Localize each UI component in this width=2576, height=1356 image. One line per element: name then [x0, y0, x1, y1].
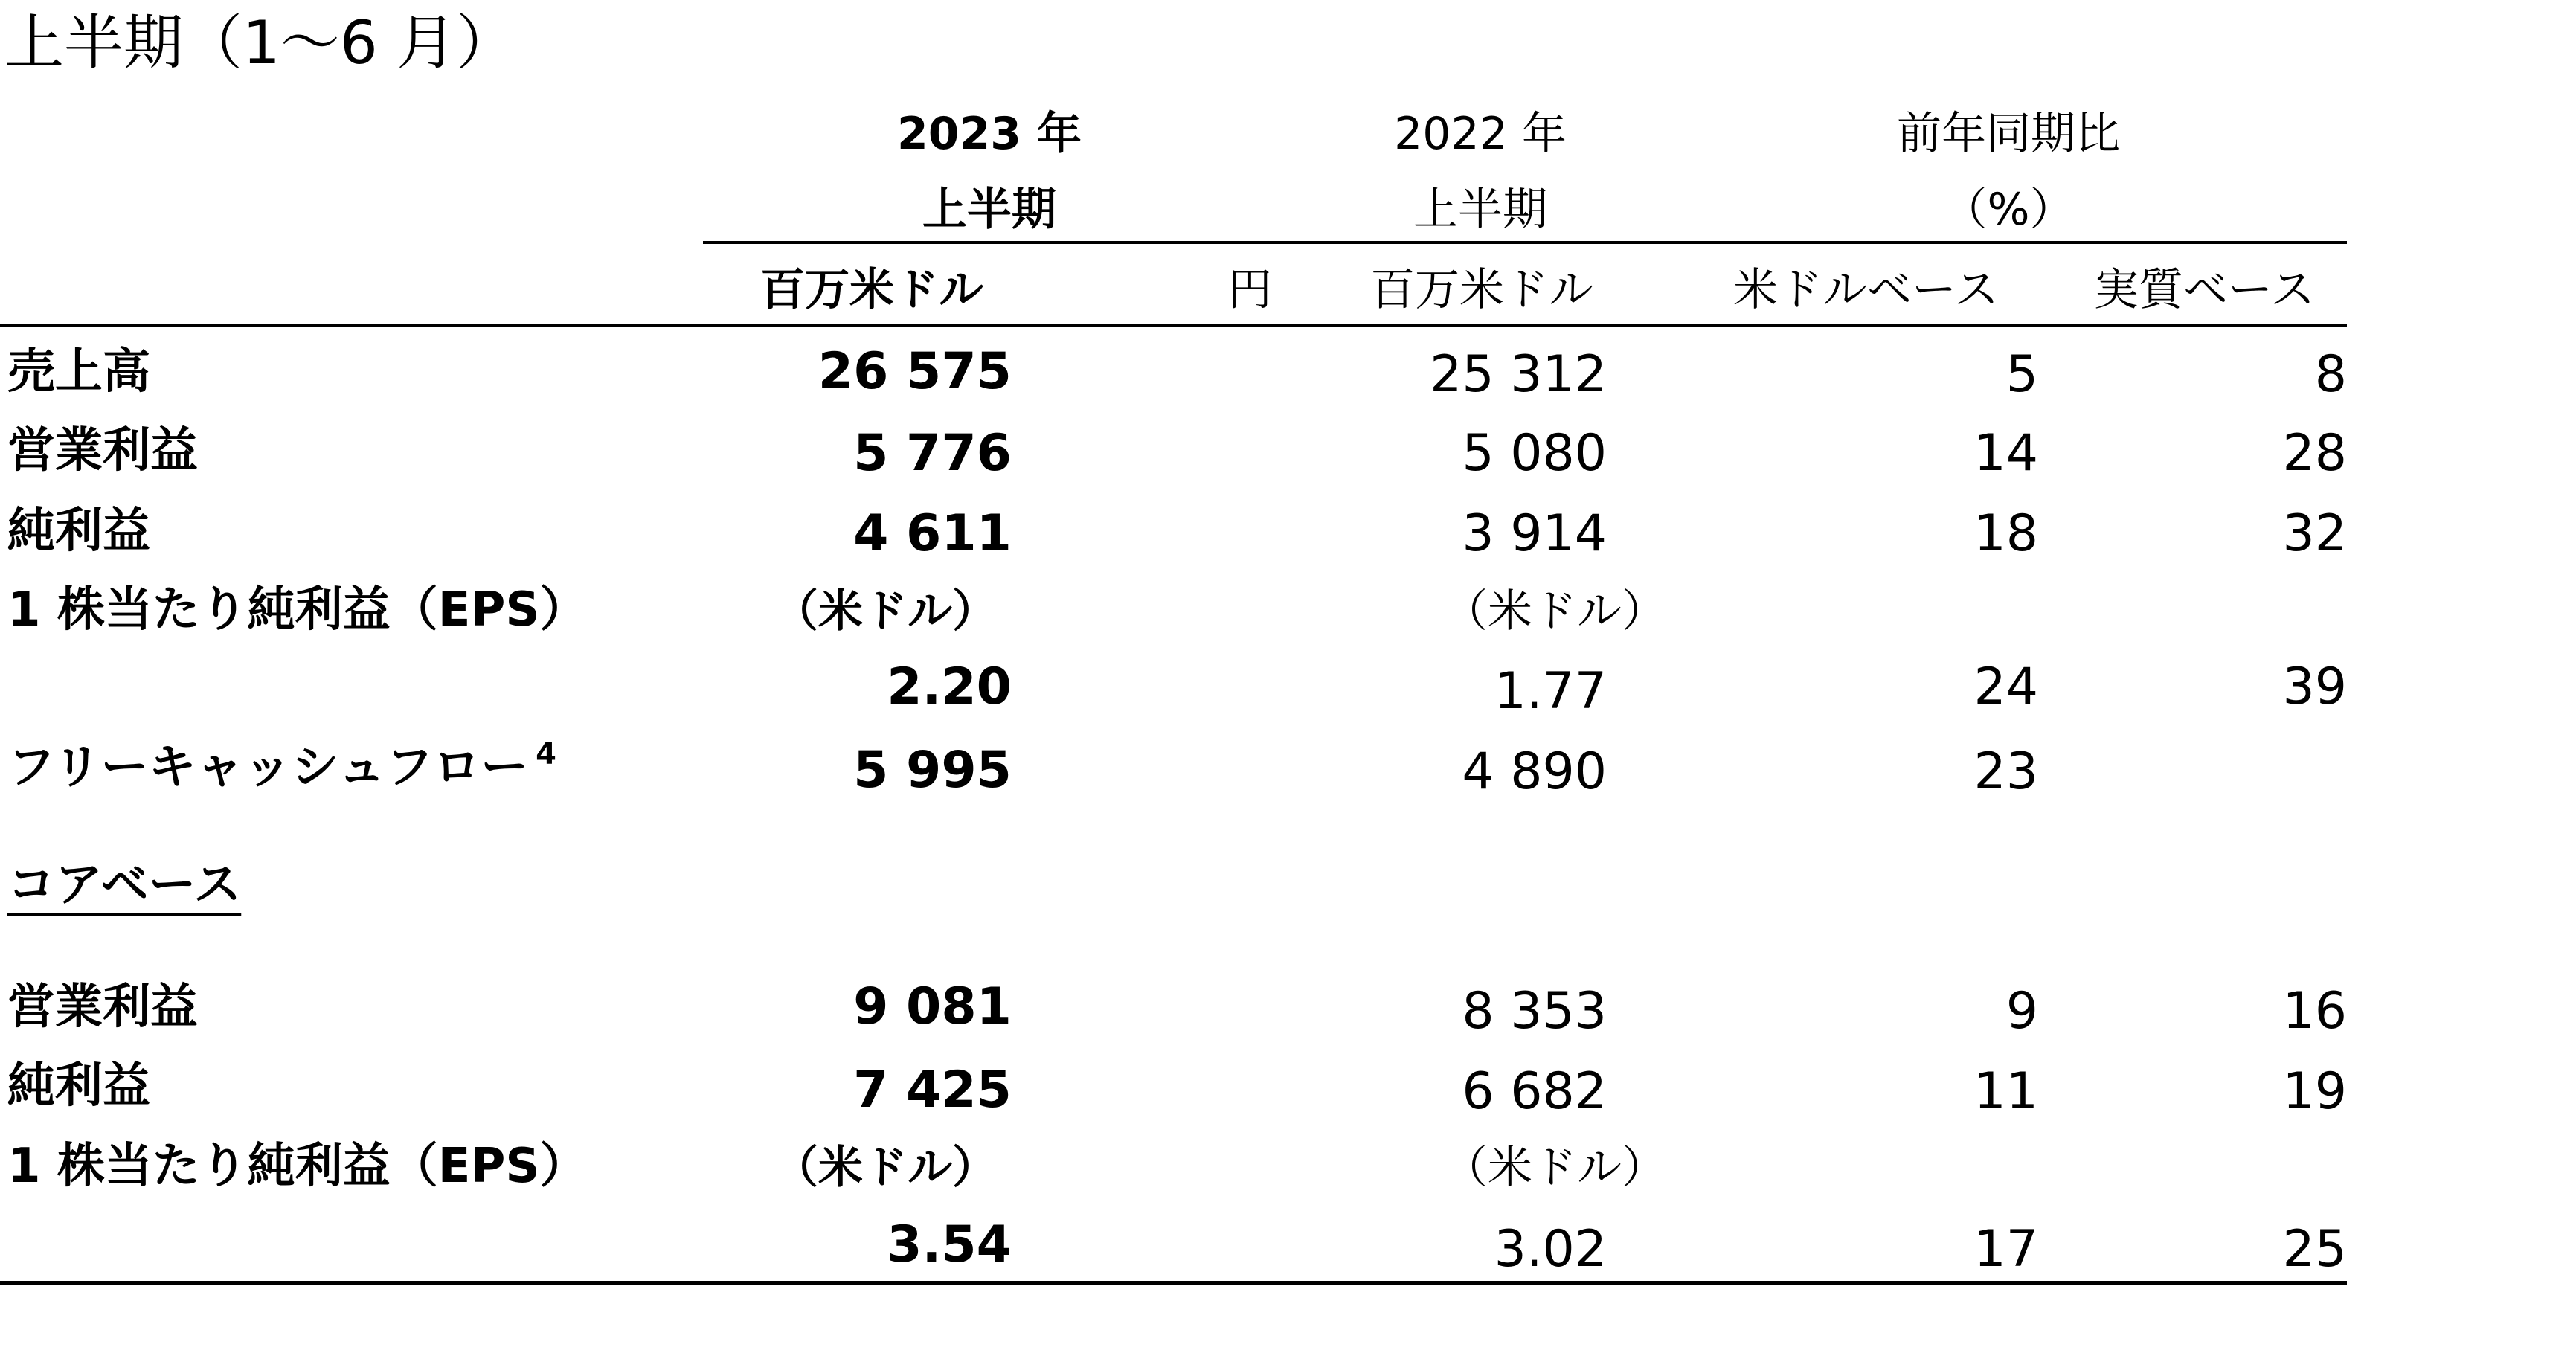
row-label-text: フリーキャッシュフロー [7, 740, 529, 795]
value-2023: 7 425 [853, 1061, 1012, 1119]
value-real-base: 32 [2282, 504, 2347, 563]
footnote-marker: 4 [536, 737, 557, 771]
header-2022-period: 上半期 [1413, 184, 1547, 236]
unit-usd-base: 米ドルベース [1733, 264, 1999, 316]
row-label: 1 株当たり純利益（EPS） [7, 582, 588, 637]
value-usd-base: 9 [2005, 982, 2038, 1041]
value-real-base: 19 [2282, 1062, 2347, 1121]
value-usd-base: 11 [1973, 1062, 2038, 1121]
value-2022: 8 353 [1462, 982, 1607, 1041]
value-2023: 5 776 [853, 424, 1012, 483]
value-2023: 5 995 [853, 741, 1012, 800]
value-real-base: 16 [2282, 982, 2347, 1041]
value-2022: 4 890 [1462, 742, 1607, 801]
unit-usd-2023: （米ドル） [774, 1142, 997, 1194]
header-2023-year: 2023 年 [897, 108, 1082, 160]
row-label: 営業利益 [7, 980, 198, 1035]
unit-musd-2023: 百万米ドル [760, 264, 983, 316]
value-real-base: 39 [2282, 658, 2347, 716]
value-usd-base: 14 [1973, 424, 2038, 483]
value-2023: 4 611 [853, 504, 1012, 563]
value-2022: 3.02 [1494, 1220, 1607, 1279]
value-real-base: 8 [2314, 345, 2347, 404]
unit-real-base: 実質ベース [2094, 264, 2315, 316]
value-2023: 26 575 [818, 342, 1012, 401]
row-label [7, 737, 557, 795]
header-yoy-unit: （%） [1942, 184, 2075, 236]
header-divider [703, 241, 2347, 244]
row-label: 1 株当たり純利益（EPS） [7, 1139, 588, 1194]
value-2023: 3.54 [887, 1215, 1012, 1274]
row-label: 売上高 [7, 344, 150, 399]
header-2023-period: 上半期 [922, 184, 1056, 236]
header-yoy: 前年同期比 [1897, 108, 2120, 160]
value-2022: 6 682 [1462, 1062, 1607, 1121]
value-2022: 1.77 [1494, 662, 1607, 721]
value-usd-base: 24 [1973, 658, 2038, 716]
value-real-base: 28 [2282, 424, 2347, 483]
value-usd-base: 17 [1973, 1220, 2038, 1279]
value-real-base: 25 [2282, 1220, 2347, 1279]
value-2023: 2.20 [887, 658, 1012, 716]
unit-usd-2022: （米ドル） [1443, 585, 1666, 637]
value-usd-base: 5 [2005, 345, 2038, 404]
page-title: 上半期（1〜6 月） [4, 8, 516, 77]
header-2022-year: 2022 年 [1394, 108, 1567, 160]
row-label: 純利益 [7, 1058, 150, 1114]
value-2022: 5 080 [1462, 424, 1607, 483]
value-2022: 25 312 [1430, 345, 1607, 404]
row-label: 純利益 [7, 504, 150, 559]
table-bottom-rule [0, 1281, 2347, 1285]
unit-musd-2022: 百万米ドル [1370, 264, 1593, 316]
value-2023: 9 081 [853, 977, 1012, 1036]
core-section-heading: コアベース [7, 858, 242, 913]
row-label: 営業利益 [7, 423, 198, 478]
unit-usd-2022: （米ドル） [1443, 1142, 1666, 1194]
value-usd-base: 23 [1973, 742, 2038, 801]
unit-divider [0, 324, 2347, 327]
unit-jpy: 円 [1227, 264, 1272, 316]
value-usd-base: 18 [1973, 504, 2038, 563]
unit-usd-2023: （米ドル） [774, 585, 997, 637]
value-2022: 3 914 [1462, 504, 1607, 563]
